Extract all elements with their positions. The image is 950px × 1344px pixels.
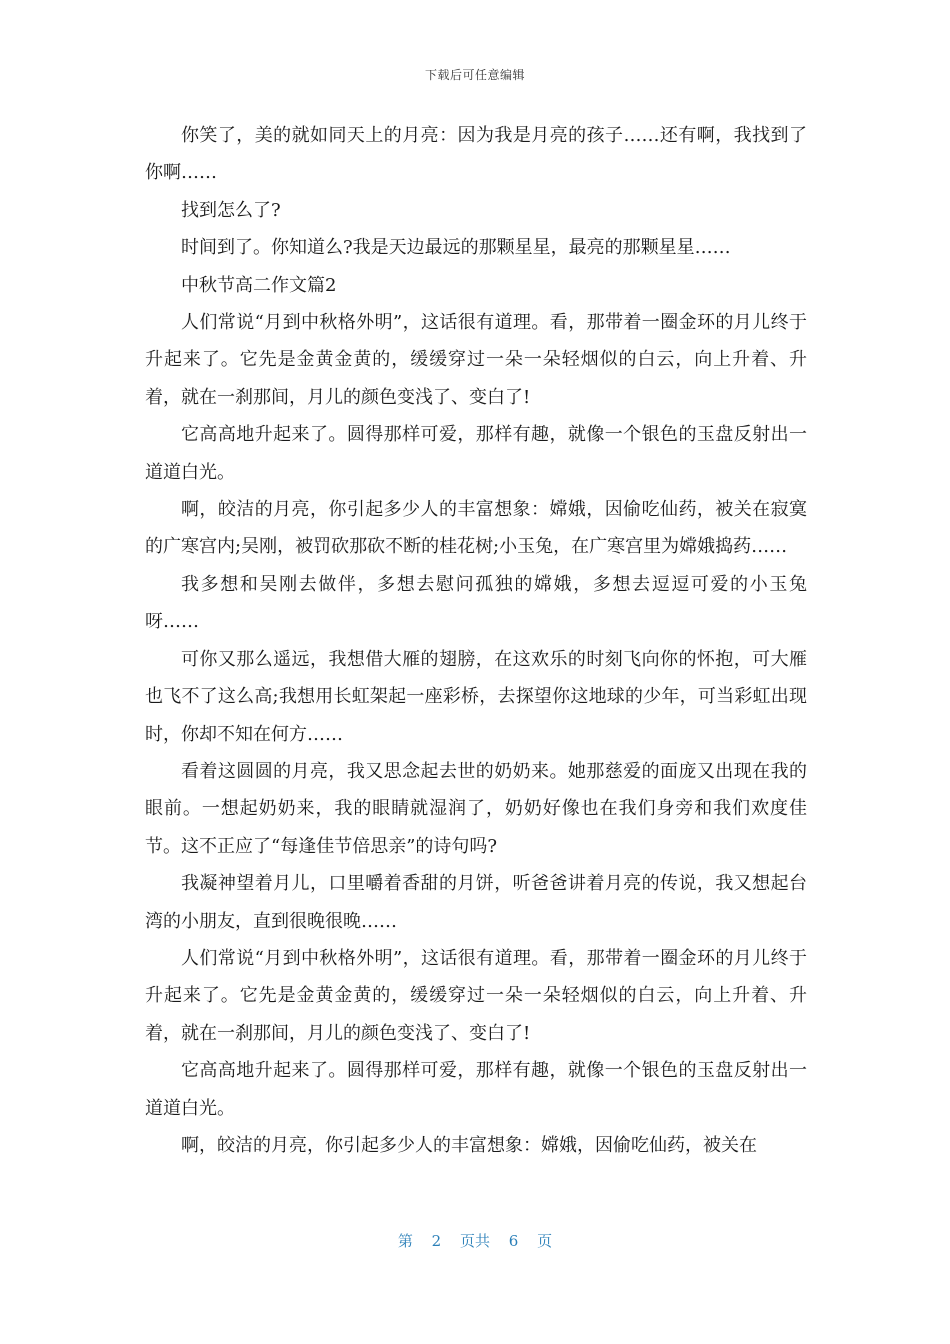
- paragraph: 找到怎么了?: [181, 199, 281, 221]
- paragraph: 可你又那么遥远，我想借大雁的翅膀，在这欢乐的时刻飞向你的怀抱，可大雁也飞不了这么高;我想用长虹架起一座彩桥，去探望你这地球的少年，可当彩虹出现时，你却不知在何方……: [145, 648, 807, 745]
- total-pages-number: 6: [508, 1232, 519, 1250]
- paragraph: 人们常说“月到中秋格外明”，这话很有道理。看，那带着一圈金环的月儿终于升起来了。它先是金黄金黄的，缓缓穿过一朵一朵轻烟似的白云，向上升着、升着，就在一刹那间，月儿的颜色变浅了、变白了!: [145, 947, 807, 1044]
- page-end-label: 页: [537, 1232, 553, 1250]
- paragraph: 啊，皎洁的月亮，你引起多少人的丰富想象：嫦娥，因偷吃仙药，被关在: [181, 1134, 757, 1156]
- page-label: 第: [397, 1232, 413, 1250]
- paragraph: 它高高地升起来了。圆得那样可爱，那样有趣，就像一个银色的玉盘反射出一道道白光。: [145, 424, 807, 483]
- paragraph: 它高高地升起来了。圆得那样可爱，那样有趣，就像一个银色的玉盘反射出一道道白光。: [145, 1060, 807, 1119]
- paragraph: 时间到了。你知道么?我是天边最远的那颗星星，最亮的那颗星星……: [181, 237, 731, 259]
- paragraph: 你笑了，美的就如同天上的月亮：因为我是月亮的孩子……还有啊，我找到了你啊……: [145, 125, 807, 184]
- paragraph: 啊，皎洁的月亮，你引起多少人的丰富想象：嫦娥，因偷吃仙药，被关在寂寞的广寒宫内;吴刚，被罚砍那砍不断的桂花树;小玉兔，在广寒宫里为嫦娥捣药……: [145, 499, 807, 558]
- paragraph: 我多想和吴刚去做伴，多想去慰问孤独的嫦娥，多想去逗逗可爱的小玉兔呀……: [145, 573, 807, 633]
- document-body: [145, 117, 807, 1164]
- paragraph: 我凝神望着月儿，口里嚼着香甜的月饼，听爸爸讲着月亮的传说，我又想起台湾的小朋友，直到很晚很晚……: [145, 873, 807, 932]
- section-heading: 中秋节高二作文篇2: [181, 274, 337, 296]
- paragraph: 看着这圆圆的月亮，我又思念起去世的奶奶来。她那慈爱的面庞又出现在我的眼前。一想起奶奶来，我的眼睛就湿润了，奶奶好像也在我们身旁和我们欢度佳节。这不正应了“每逢佳节倍思亲”的诗句吗?: [145, 760, 807, 857]
- page-of-label: 页共: [459, 1232, 490, 1250]
- page-header: 下载后可任意编辑: [424, 68, 525, 82]
- paragraph: 人们常说“月到中秋格外明”，这话很有道理。看，那带着一圈金环的月儿终于升起来了。它先是金黄金黄的，缓缓穿过一朵一朵轻烟似的白云，向上升着、升着，就在一刹那间，月儿的颜色变浅了、变白了!: [145, 312, 807, 408]
- current-page-number: 2: [431, 1232, 442, 1250]
- page-footer: [0, 1230, 950, 1251]
